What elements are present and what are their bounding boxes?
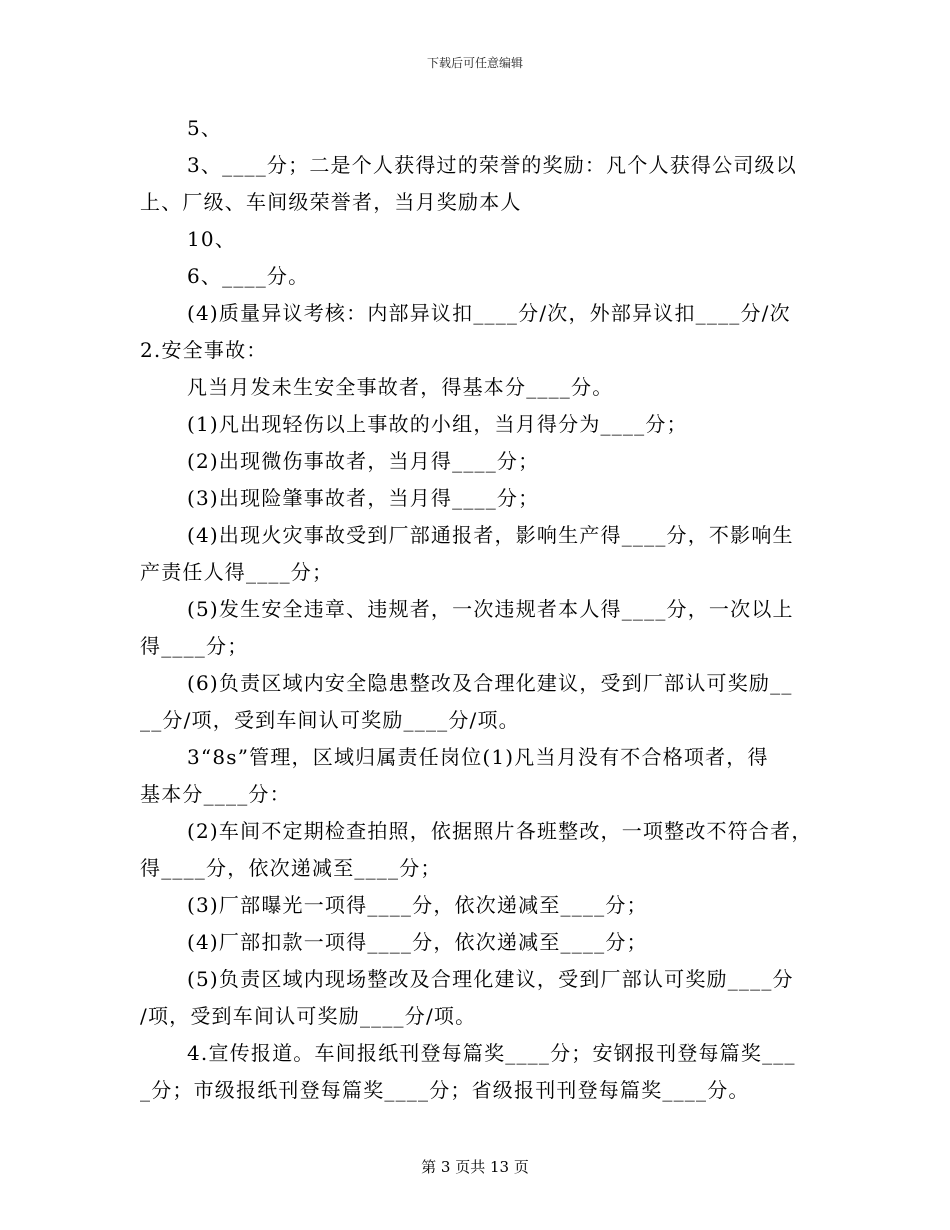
text-line: 6、____分。 bbox=[187, 264, 310, 288]
text-line: (3)出现险肇事故者，当月得____分； bbox=[187, 486, 540, 510]
body-text bbox=[140, 110, 812, 1109]
text-line: (5)负责区域内现场整改及合理化建议，受到厂部认可奖励____分 bbox=[187, 967, 794, 991]
text-line: (3)厂部曝光一项得____分，依次递减至____分； bbox=[187, 893, 648, 917]
page-number: 第 3 页共 13 页 bbox=[421, 1158, 529, 1176]
text-line: 上、厂级、车间级荣誉者，当月奖励本人 bbox=[140, 190, 522, 214]
text-line: 5、 bbox=[187, 116, 223, 140]
text-line: (4)厂部扣款一项得____分，依次递减至____分； bbox=[187, 930, 648, 954]
text-line: 4.宣传报道。车间报纸刊登每篇奖____分；安钢报刊登每篇奖___ bbox=[187, 1041, 796, 1065]
text-line: /项，受到车间认可奖励____分/项。 bbox=[140, 1004, 477, 1028]
text-line: 凡当月发未生安全事故者，得基本分____分。 bbox=[187, 375, 614, 399]
text-line: _分；市级报纸刊登每篇奖____分；省级报刊刊登每篇奖____分。 bbox=[140, 1078, 750, 1102]
text-line: 3、____分；二是个人获得过的荣誉的奖励：凡个人获得公司级以 bbox=[187, 153, 797, 177]
text-line: (6)负责区域内安全隐患整改及合理化建议，受到厂部认可奖励__ bbox=[187, 671, 793, 695]
text-line: 得____分，依次递减至____分； bbox=[140, 856, 442, 880]
header-note: 下载后可任意编辑 bbox=[426, 56, 523, 70]
text-line: (2)出现微伤事故者，当月得____分； bbox=[187, 449, 540, 473]
text-line: 10、 bbox=[187, 227, 237, 251]
text-line: (4)质量异议考核：内部异议扣____分/次，外部异议扣____分/次 bbox=[187, 301, 791, 325]
text-line: __分/项，受到车间认可奖励____分/项。 bbox=[140, 708, 520, 732]
text-line: 产责任人得____分； bbox=[140, 560, 334, 584]
text-line: (1)凡出现轻伤以上事故的小组，当月得分为____分； bbox=[187, 412, 688, 436]
text-line: 基本分____分： bbox=[140, 782, 291, 806]
text-line: (4)出现火灾事故受到厂部通报者，影响生产得____分，不影响生 bbox=[187, 523, 794, 547]
text-line: 3“8s”管理，区域归属责任岗位(1)凡当月没有不合格项者，得 bbox=[187, 745, 769, 769]
text-line: (5)发生安全违章、违规者，一次违规者本人得____分，一次以上 bbox=[187, 597, 794, 621]
text-line: (2)车间不定期检查拍照，依据照片各班整改，一项整改不符合者， bbox=[187, 819, 813, 843]
text-line: 得____分； bbox=[140, 634, 249, 658]
text-line: 2.安全事故： bbox=[140, 338, 268, 362]
